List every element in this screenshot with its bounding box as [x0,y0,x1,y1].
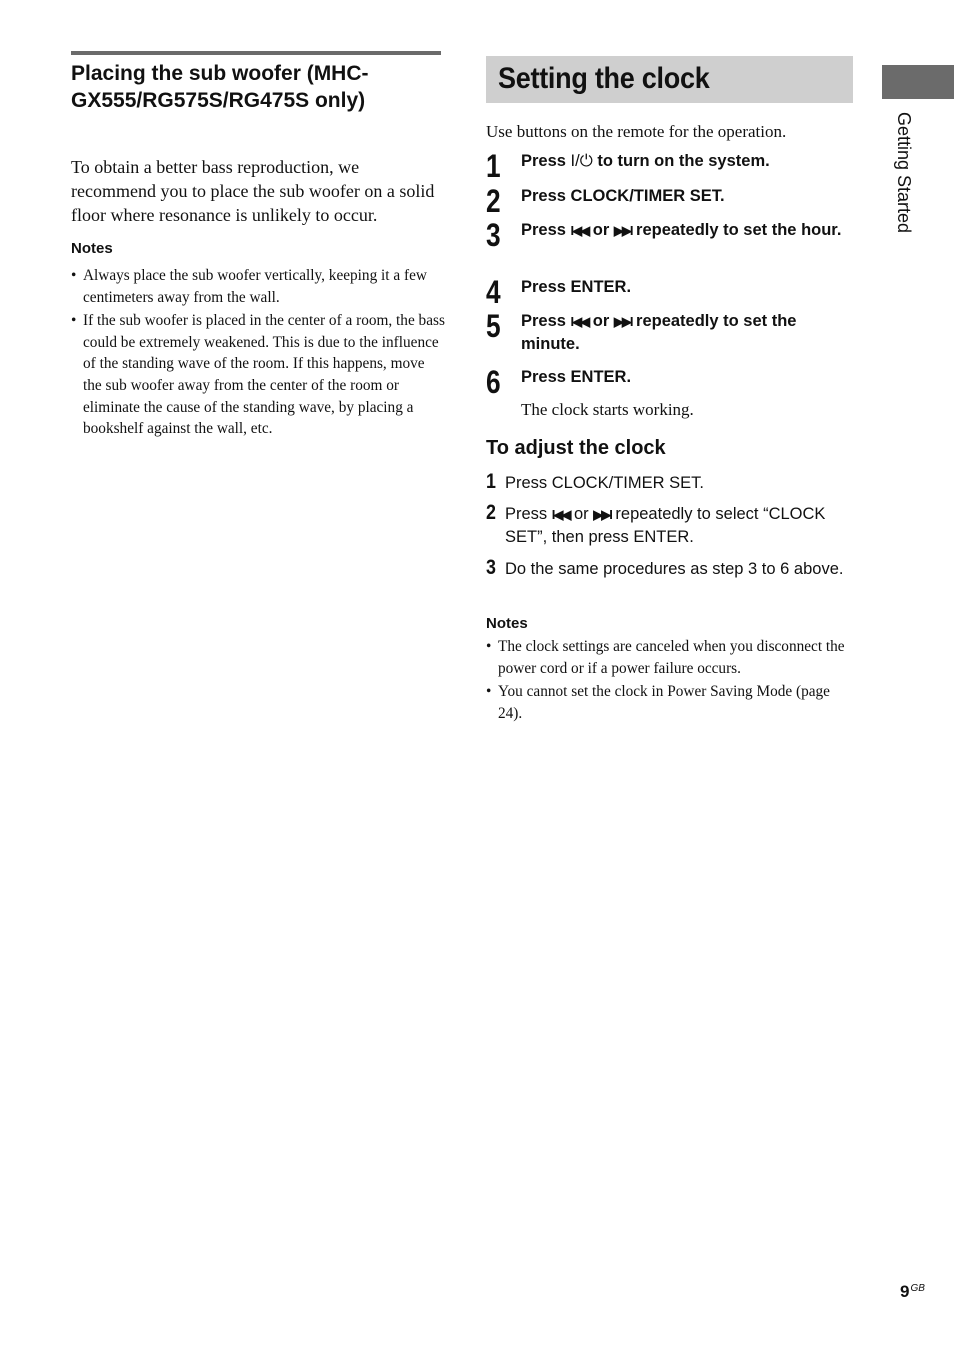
step-number: 1 [486,470,496,493]
bullet: • [486,638,492,655]
notes-list [71,265,446,440]
next-track-icon: ▶▶I [613,314,632,329]
section-rule [71,51,441,55]
step-number: 5 [486,308,501,344]
step-number: 1 [486,148,501,184]
step-text: Press ENTER. [521,278,632,296]
note-item [486,681,856,724]
step-number: 2 [486,501,496,524]
step-text: Do the same procedures as step 3 to 6 above. [505,560,844,578]
note-item [486,636,856,679]
chapter-label [880,112,930,272]
bullet: • [71,312,77,330]
section-heading-subwoofer: Placing the sub woofer (MHC-GX555/RG575S/RG475S only) [71,62,369,112]
step-number: 4 [486,274,501,310]
step-text: Press CLOCK/TIMER SET. [521,187,725,205]
step-number: 6 [486,364,501,400]
note-text: The clock settings are canceled when you disconnect the power cord or if a power failure occurs. [498,638,845,677]
bullet: • [486,683,492,701]
next-track-icon: ▶▶I [593,507,611,522]
step-number: 3 [486,217,501,253]
subwoofer-section [71,155,446,442]
page-suffix: GB [910,1283,925,1294]
clock-notes [486,615,856,726]
chapter-label-text: Getting Started [894,112,914,234]
adjust-clock-heading: To adjust the clock [486,437,666,459]
note-item [71,265,446,308]
step-text: Press I◀◀ or ▶▶I repeatedly to select “CLOCK SET”, then press ENTER. [505,505,826,546]
intro-text: Use buttons on the remote for the operation. [486,122,787,141]
notes-heading: Notes [486,615,528,632]
previous-track-icon: I◀◀ [570,223,589,238]
step-number: 2 [486,183,501,219]
chapter-tab [882,65,954,99]
step-text: Press ENTER. [521,368,632,386]
note-text: You cannot set the clock in Power Saving Mode (page 24). [498,683,830,722]
subwoofer-body: To obtain a better bass reproduction, we recommend you to place the sub woofer on a solid floor where resonance is unlikely to occur. [71,157,435,225]
note-item [71,310,446,440]
note-text: Always place the sub woofer vertically, keeping it a few centimeters away from the wall. [83,267,427,306]
step-text: Press I◀◀ or ▶▶I repeatedly to set the hour. [521,221,842,239]
bullet: • [71,267,77,284]
page-title: Setting the clock [498,62,710,95]
previous-track-icon: I◀◀ [551,507,570,522]
page-number: $9^{GB}$ [900,1282,925,1301]
note-text: If the sub woofer is placed in the center of a room, the bass could be extremely weakened. This is due to the influence of the standing wave of the room. If this happens, move the sub woofer away from the center of the room or eliminate the cause of the standing wave, by placing a bookshelf against the wall, etc. [83,312,445,438]
step-number: 3 [486,556,496,579]
previous-track-icon: I◀◀ [570,314,589,329]
step-6-result: The clock starts working. [521,400,694,419]
step-text: Press I/⏻ to turn on the system. [521,152,770,170]
step-text: Press CLOCK/TIMER SET. [505,474,704,492]
step-text: Press I◀◀ or ▶▶I repeatedly to set the minute. [521,312,797,353]
notes-heading: Notes [71,240,113,257]
next-track-icon: ▶▶I [613,223,632,238]
notes-list [486,636,856,724]
power-icon: I/⏻ [570,152,593,170]
